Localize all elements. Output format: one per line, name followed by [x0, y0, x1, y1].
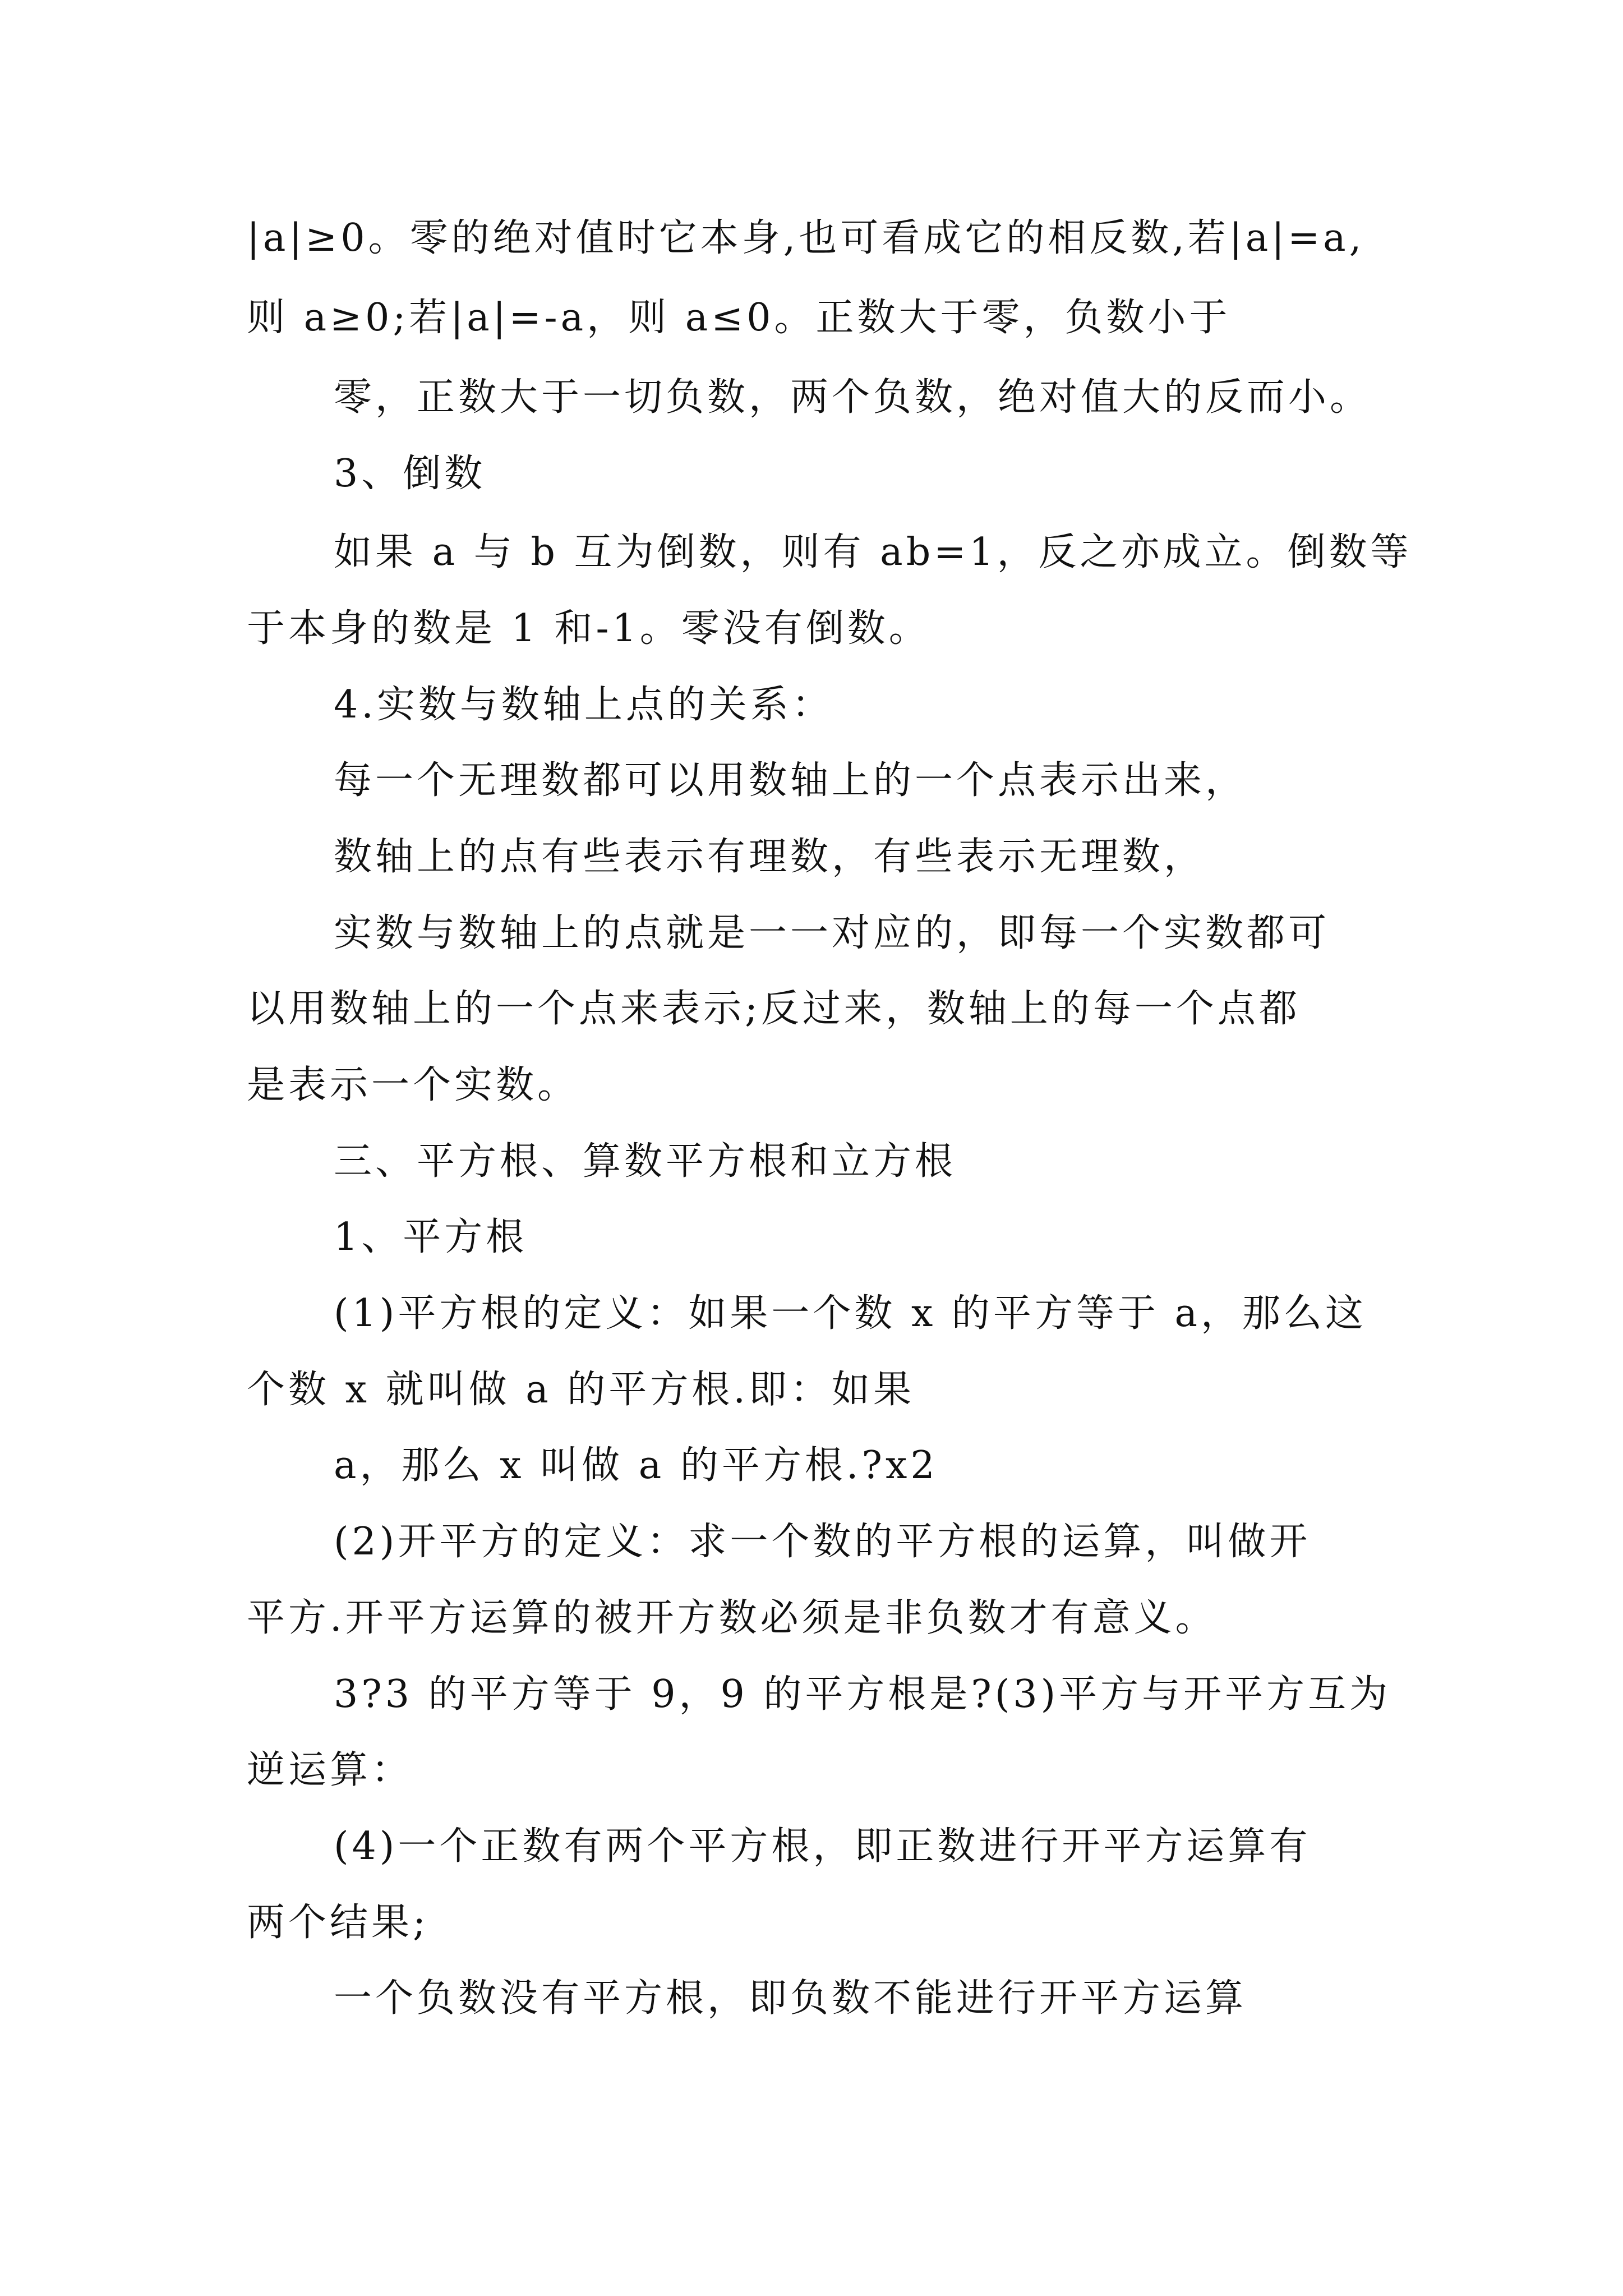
text-line: 则 a≥0;若|a|=-a，则 a≤0。正数大于零，负数小于 [247, 296, 1231, 340]
text-line: 两个结果; [247, 1901, 429, 1945]
text-line: 平方.开平方运算的被开方数必须是非负数才有意义。 [247, 1596, 1217, 1640]
text-line: 以用数轴上的一个点来表示;反过来，数轴上的每一个点都 [247, 987, 1301, 1031]
text-line: 实数与数轴上的点就是一一对应的，即每一个实数都可 [334, 911, 1330, 955]
text-line: 一个负数没有平方根，即负数不能进行开平方运算 [334, 1976, 1247, 2021]
section-heading: 4.实数与数轴上点的关系： [334, 683, 833, 727]
text-line: 每一个无理数都可以用数轴上的一个点表示出来， [334, 758, 1247, 803]
text-line: 零，正数大于一切负数，两个负数，绝对值大的反而小。 [334, 375, 1372, 420]
text-line: (2)开平方的定义：求一个数的平方根的运算，叫做开 [334, 1520, 1311, 1564]
section-heading: 三、平方根、算数平方根和立方根 [334, 1139, 957, 1184]
text-line: 于本身的数是 1 和-1。零没有倒数。 [247, 606, 930, 651]
text-line: a，那么 x 叫做 a 的平方根.?x2 [334, 1443, 938, 1488]
text-line: 个数 x 就叫做 a 的平方根.即：如果 [247, 1368, 915, 1412]
text-line: 是表示一个实数。 [247, 1063, 579, 1107]
section-heading: 3、倒数 [334, 452, 486, 496]
text-line: 数轴上的点有些表示有理数，有些表示无理数， [334, 835, 1206, 879]
text-line: (4)一个正数有两个平方根，即正数进行开平方运算有 [334, 1824, 1311, 1869]
section-heading: 1、平方根 [334, 1215, 528, 1259]
text-line: 如果 a 与 b 互为倒数，则有 ab=1，反之亦成立。倒数等 [334, 530, 1412, 574]
text-line: (1)平方根的定义：如果一个数 x 的平方等于 a，那么这 [334, 1291, 1367, 1336]
text-line: |a|≥0。零的绝对值时它本身,也可看成它的相反数,若|a|=a, [247, 216, 1365, 260]
text-line: 3?3 的平方等于 9，9 的平方根是?(3)平方与开平方互为 [334, 1672, 1391, 1717]
text-line: 逆运算： [247, 1748, 413, 1792]
